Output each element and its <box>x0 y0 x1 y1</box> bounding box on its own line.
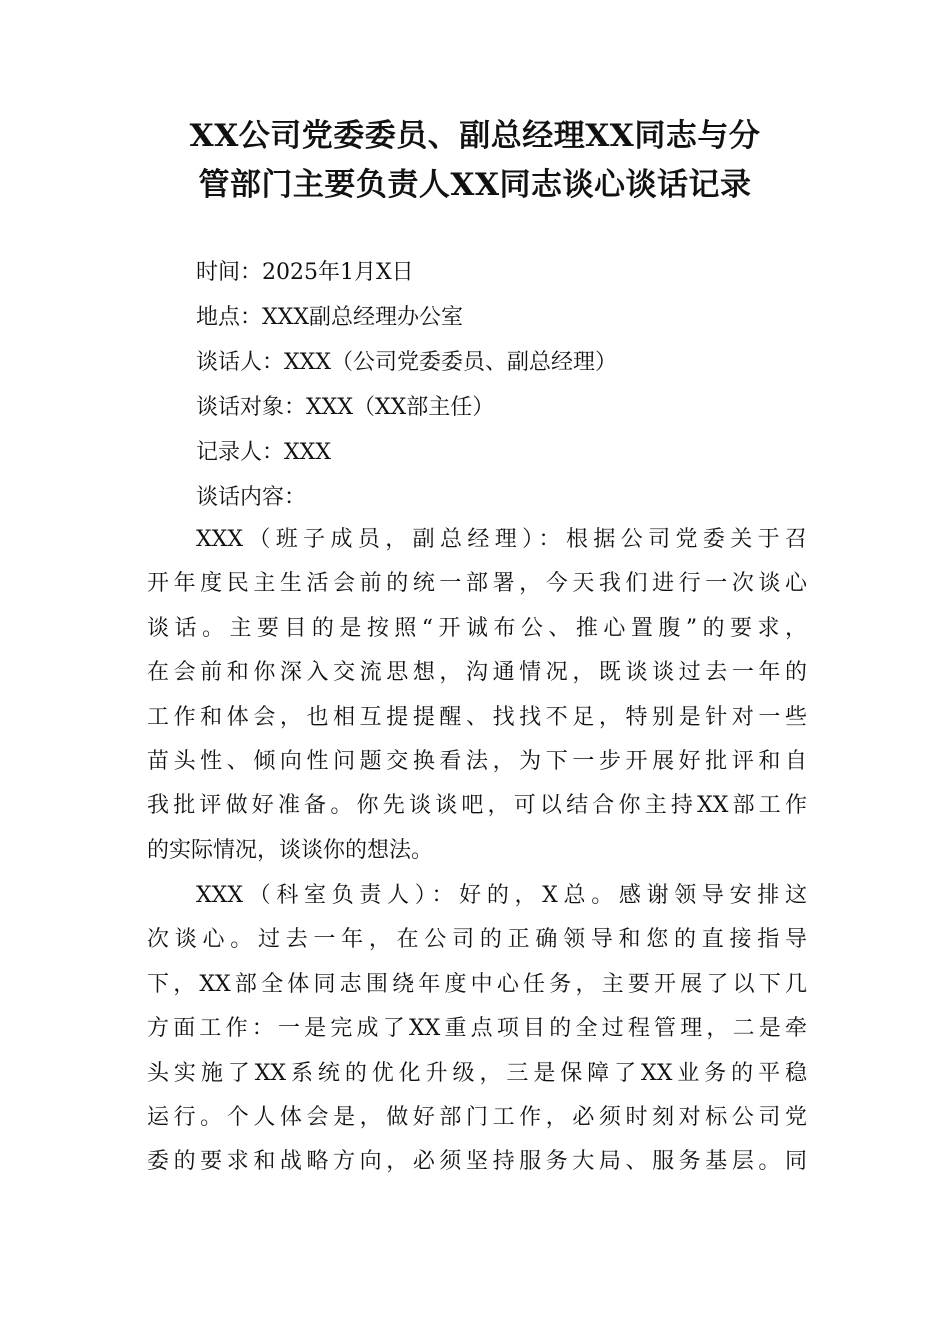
paragraph-line: 次谈心。过去一年，在公司的正确领导和您的直接指导 <box>147 927 807 953</box>
meta-target: 谈话对象：XXX（XX部主任） <box>196 395 495 420</box>
paragraph-line: 委的要求和战略方向，必须坚持服务大局、服务基层。同 <box>147 1149 807 1175</box>
title-line: XX公司党委委员、副总经理XX同志与分 <box>189 118 761 154</box>
paragraph <box>147 874 807 1185</box>
meta-content-label: 谈话内容： <box>196 485 307 510</box>
paragraph <box>147 518 807 873</box>
paragraph-line: 运行。个人体会是，做好部门工作，必须时刻对标公司党 <box>147 1104 807 1130</box>
paragraph-line: XXX（科室负责人）：好的，X总。感谢领导安排这 <box>196 883 807 908</box>
meta-place: 地点：XXX副总经理办公室 <box>196 305 463 330</box>
paragraph-line: 苗头性、倾向性问题交换看法，为下一步开展好批评和自 <box>147 748 807 774</box>
paragraph-line: 谈话。主要目的是按照“开诚布公、推心置腹”的要求， <box>147 615 807 641</box>
meta-block <box>196 250 617 520</box>
paragraph-line: 在会前和你深入交流思想，沟通情况，既谈谈过去一年的 <box>147 660 807 686</box>
paragraph-line: 方面工作：一是完成了XX重点项目的全过程管理，二是牵 <box>147 1016 807 1042</box>
paragraph-line: XXX（班子成员，副总经理）：根据公司党委关于召 <box>196 527 807 552</box>
paragraph-line: 下，XX部全体同志围绕年度中心任务，主要开展了以下几 <box>147 971 807 997</box>
paragraph-line: 开年度民主生活会前的统一部署，今天我们进行一次谈心 <box>147 571 807 597</box>
title-line: 管部门主要负责人XX同志谈心谈话记录 <box>198 167 752 203</box>
paragraph-line: 头实施了XX系统的优化升级，三是保障了XX业务的平稳 <box>147 1060 807 1086</box>
paragraph-line: 的实际情况，谈谈你的想法。 <box>147 837 434 863</box>
meta-recorder: 记录人：XXX <box>196 440 331 465</box>
meta-speaker: 谈话人：XXX（公司党委委员、副总经理） <box>196 350 617 375</box>
document-title <box>120 112 830 210</box>
paragraph-line: 工作和体会，也相互提提醒、找找不足，特别是针对一些 <box>147 704 807 730</box>
meta-time: 时间：2025年1月X日 <box>196 260 414 285</box>
paragraph-line: 我批评做好准备。你先谈谈吧，可以结合你主持XX部工作 <box>147 793 807 819</box>
